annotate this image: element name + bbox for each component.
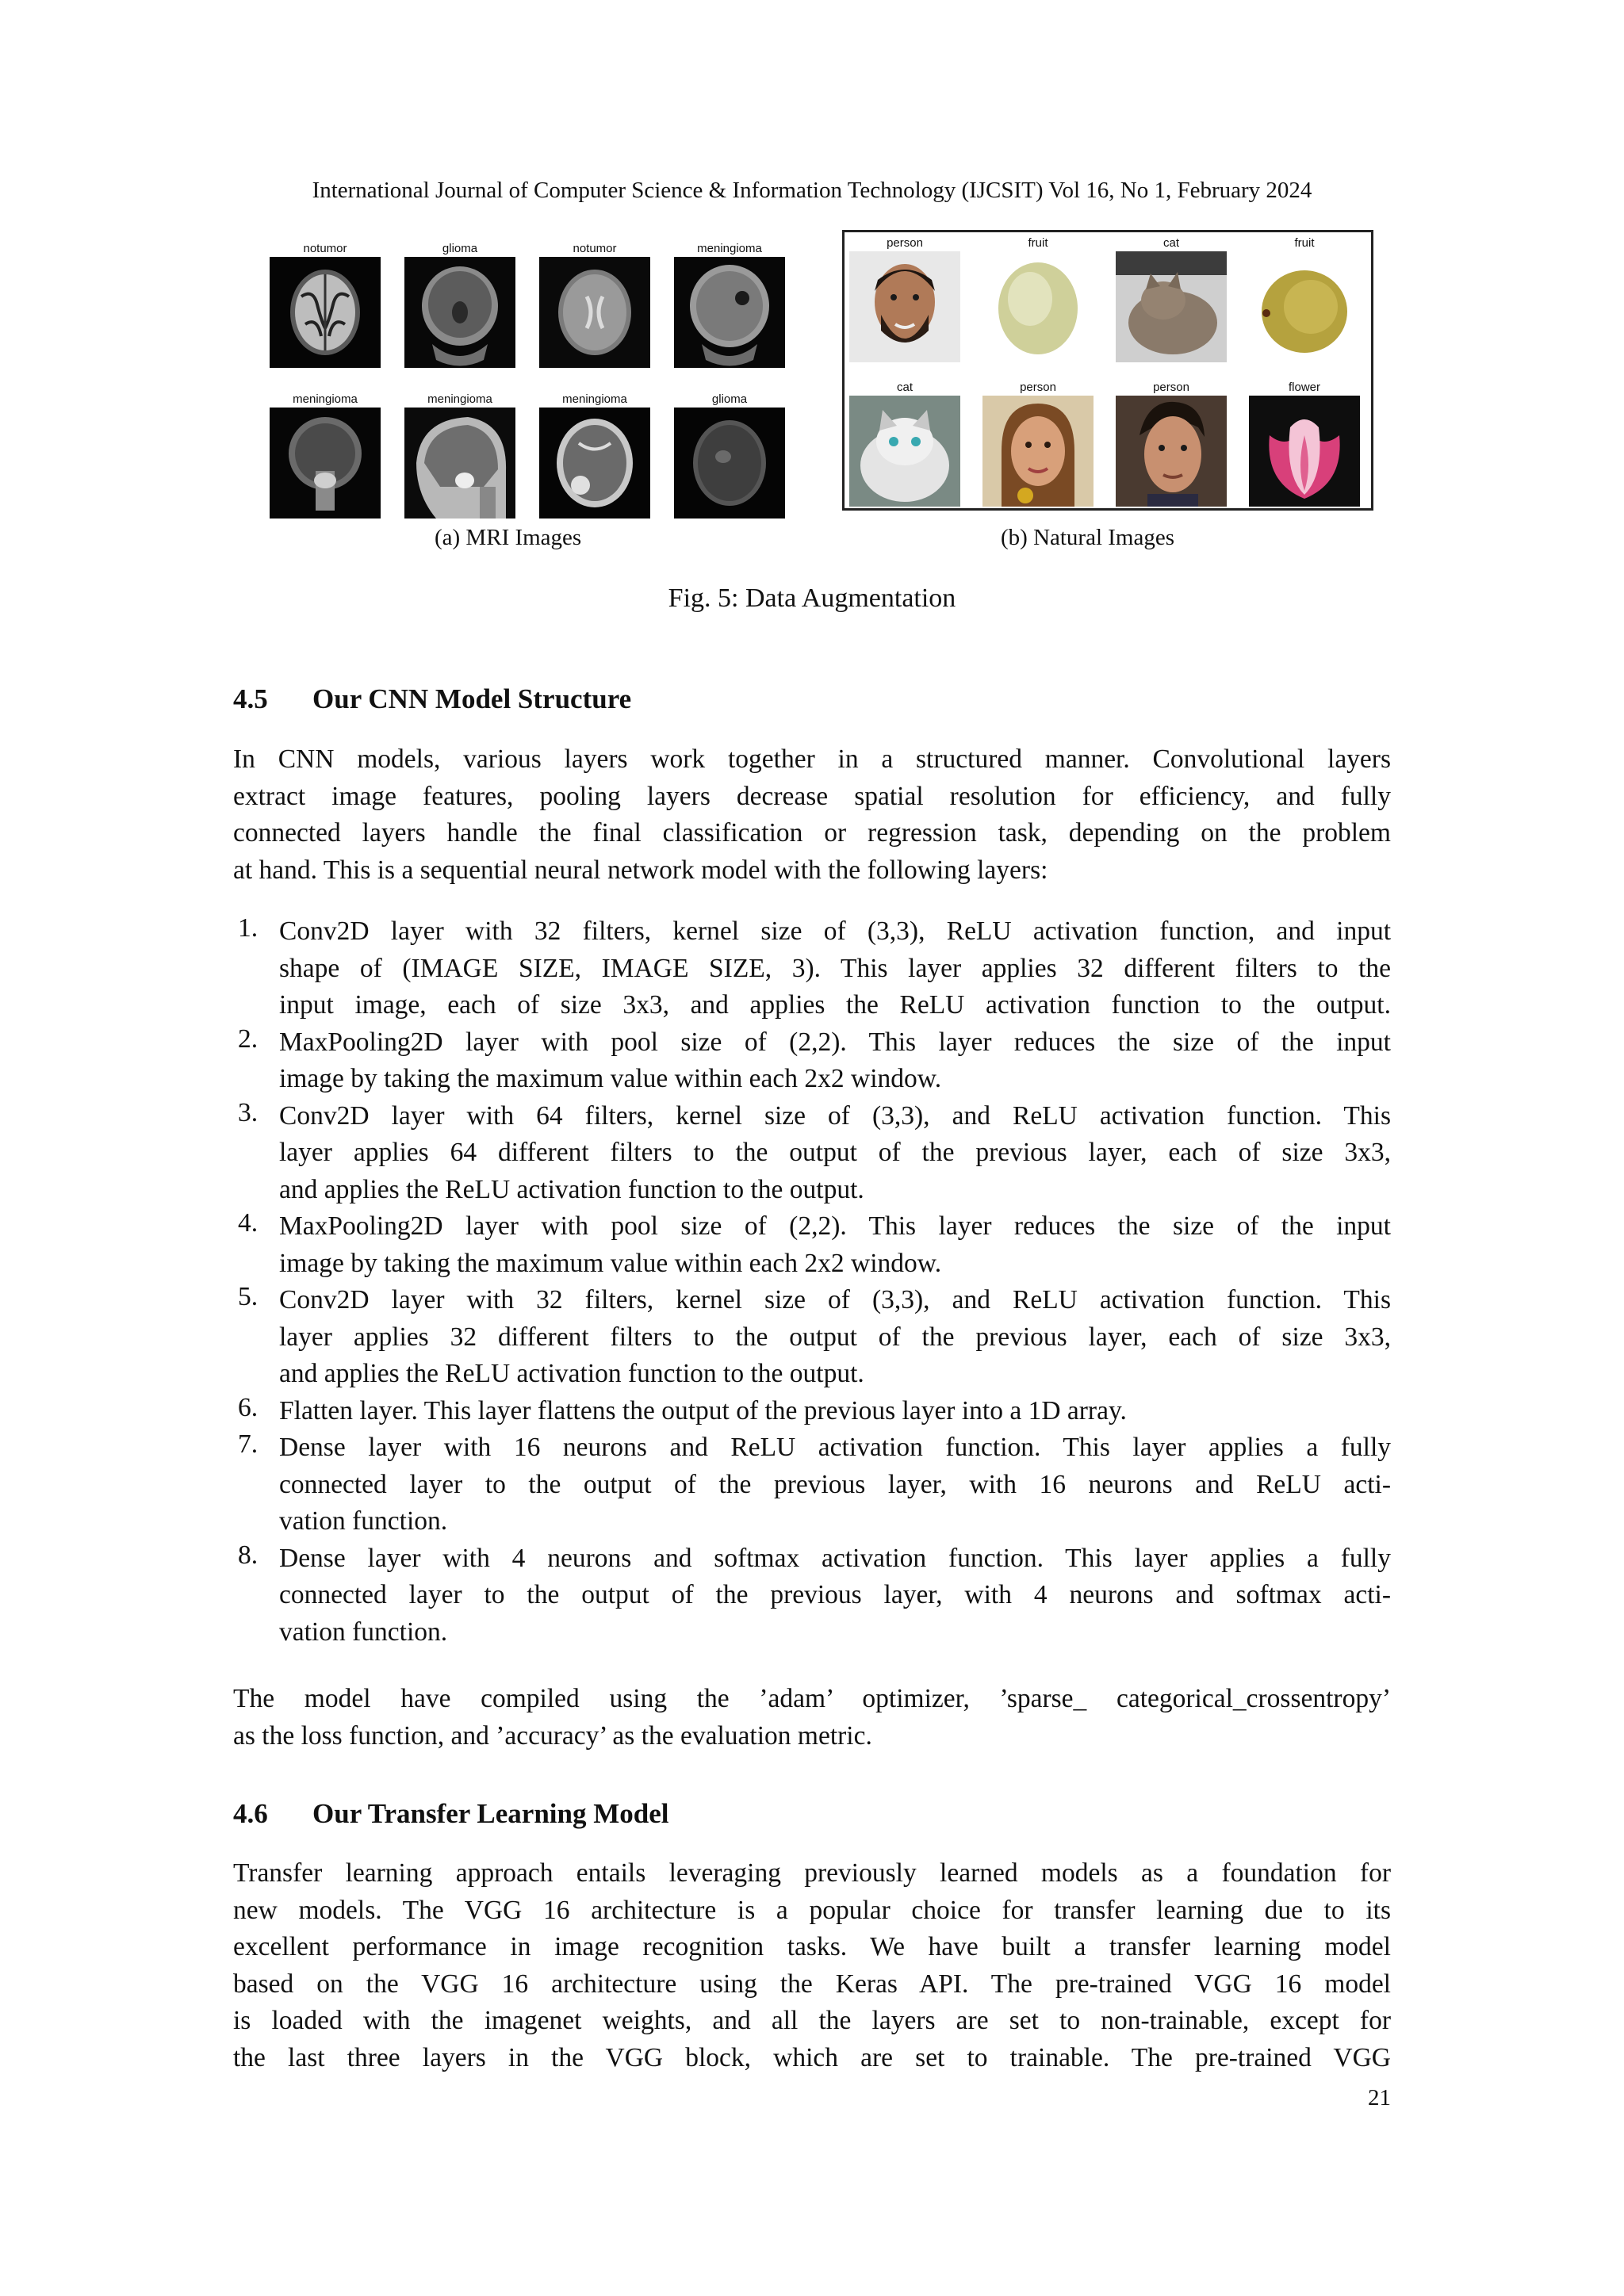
text-line: vation function. xyxy=(279,1617,448,1647)
text-line: extract image features, pooling layers decrease spatial resolution for efficiency, and fully xyxy=(233,781,1391,811)
natural-grid xyxy=(849,235,1360,507)
text-line: Flatten layer. This layer flattens the output of the previous layer into a 1D array. xyxy=(279,1395,1127,1425)
list-item xyxy=(233,1024,1391,1098)
cat-image xyxy=(1116,251,1227,362)
mri-cell xyxy=(674,392,785,519)
natural-cell xyxy=(849,235,960,362)
text-line: new models. The VGG 16 architecture is a popular choice for transfer learning due to its xyxy=(233,1895,1391,1925)
list-number: 2. xyxy=(238,1024,259,1054)
text-line: is loaded with the imagenet weights, and all the layers are set to non-trainable, except for xyxy=(233,2006,1391,2035)
running-header: International Journal of Computer Science & Information Technology (IJCSIT) Vol 16, No 1, February 2024 xyxy=(312,178,1312,203)
text-line: and applies the ReLU activation function to the output. xyxy=(279,1359,864,1388)
text-line: the last three layers in the VGG block, which are set to trainable. The pre-trained VGG xyxy=(233,2042,1391,2072)
mri-sagittal-head-image xyxy=(404,408,515,519)
mri-cell xyxy=(404,241,515,368)
text-line: and applies the ReLU activation function to the output. xyxy=(279,1174,864,1204)
natural-label: fruit xyxy=(1028,236,1048,250)
list-item xyxy=(233,1393,1391,1430)
mri-coronal-brain-image xyxy=(404,257,515,368)
text-line: at hand. This is a sequential neural network model with the following layers: xyxy=(233,855,1048,885)
tulip-flower-image xyxy=(1249,396,1360,507)
grape-fruit-image xyxy=(982,251,1094,362)
natural-cell xyxy=(1249,235,1360,362)
mri-label: glioma xyxy=(442,242,478,255)
list-item xyxy=(233,1429,1391,1540)
text-line: image by taking the maximum value within each 2x2 window. xyxy=(279,1064,942,1093)
layer-list xyxy=(233,913,1391,1651)
list-number: 4. xyxy=(238,1208,259,1238)
text-line: excellent performance in image recognition tasks. We have built a transfer learning model xyxy=(233,1932,1391,1961)
natural-cell xyxy=(1116,235,1227,362)
text-line: MaxPooling2D layer with pool size of (2,2). This layer reduces the size of the input xyxy=(279,1027,1391,1057)
text-line: input image, each of size 3x3, and applies the ReLU activation function to the output. xyxy=(279,990,1391,1020)
natural-label: cat xyxy=(1162,236,1179,250)
natural-label: person xyxy=(887,236,923,250)
text-line: shape of (IMAGE SIZE, IMAGE SIZE, 3). This layer applies 32 different filters to the xyxy=(279,953,1391,983)
text-line: layer applies 64 different filters to the output of the previous layer, each of size 3x3, xyxy=(279,1138,1391,1167)
text-line: as the loss function, and ’accuracy’ as the evaluation metric. xyxy=(233,1720,872,1751)
section-title: Our Transfer Learning Model xyxy=(312,1798,669,1829)
mri-label: meningioma xyxy=(293,392,358,406)
figure-caption: Fig. 5: Data Augmentation xyxy=(668,584,956,613)
mri-label: notumor xyxy=(573,242,617,255)
section-heading-4-6 xyxy=(233,1798,669,1830)
natural-label: fruit xyxy=(1294,236,1315,250)
text-line: Conv2D layer with 32 filters, kernel size of (3,3), ReLU activation function, and input xyxy=(279,916,1391,946)
text-line: Conv2D layer with 32 filters, kernel size of (3,3), and ReLU activation function. This xyxy=(279,1285,1391,1314)
text-line: connected layers handle the final classification or regression task, depending on the problem xyxy=(233,818,1391,848)
list-item xyxy=(233,913,1391,1024)
mri-cell xyxy=(404,392,515,519)
mri-cell xyxy=(674,241,785,368)
text-line: Conv2D layer with 64 filters, kernel size of (3,3), and ReLU activation function. This xyxy=(279,1100,1391,1131)
mri-label: meningioma xyxy=(697,242,762,255)
mri-cell xyxy=(539,392,650,519)
text-line: In CNN models, various layers work together in a structured manner. Convolutional layers xyxy=(233,744,1391,774)
page-number: 21 xyxy=(1368,2085,1391,2110)
text-line: connected layer to the output of the previous layer, with 16 neurons and ReLU acti- xyxy=(279,1469,1391,1499)
text-line: vation function. xyxy=(279,1506,448,1536)
subcaption-mri: (a) MRI Images xyxy=(435,525,582,550)
section-4-5-closing xyxy=(233,1681,1391,1755)
subcaption-natural: (b) Natural Images xyxy=(1001,525,1175,550)
kitten-image xyxy=(849,396,960,507)
text-line: layer applies 32 different filters to the output of the previous layer, each of size 3x3, xyxy=(279,1322,1391,1352)
text-line: The model have compiled using the ’adam’ optimizer, ’sparse_ categorical_crossentropy’ xyxy=(233,1684,1391,1713)
list-number: 6. xyxy=(238,1392,259,1422)
mri-cell xyxy=(270,392,381,519)
mri-axial-tumor-image xyxy=(539,408,650,519)
list-item xyxy=(233,1540,1391,1651)
mri-axial-dark-image xyxy=(674,408,785,519)
mri-label: meningioma xyxy=(562,392,627,406)
natural-label: cat xyxy=(896,381,913,394)
text-line: MaxPooling2D layer with pool size of (2,2). This layer reduces the size of the input xyxy=(279,1211,1391,1241)
mri-coronal-tumor-image xyxy=(674,257,785,368)
text-line: image by taking the maximum value within each 2x2 window. xyxy=(279,1248,942,1278)
mri-cell xyxy=(539,241,650,368)
section-number: 4.6 xyxy=(233,1798,268,1829)
natural-cell xyxy=(1249,380,1360,507)
natural-label: person xyxy=(1020,381,1056,394)
list-number: 7. xyxy=(238,1429,259,1459)
mri-axial-flair-image xyxy=(539,257,650,368)
mri-images-panel xyxy=(265,235,788,507)
list-number: 1. xyxy=(238,913,259,943)
mri-label: glioma xyxy=(711,392,748,406)
person-face-image xyxy=(1116,396,1227,507)
natural-cell xyxy=(849,380,960,507)
list-number: 8. xyxy=(238,1540,259,1570)
natural-cell xyxy=(1116,380,1227,507)
text-line: connected layer to the output of the previous layer, with 4 neurons and softmax acti- xyxy=(279,1580,1391,1609)
list-item xyxy=(233,1282,1391,1393)
person-face-image xyxy=(849,251,960,362)
mri-grid xyxy=(270,241,785,519)
mri-coronal-brain-image xyxy=(270,408,381,519)
section-4-5-intro xyxy=(233,741,1391,889)
section-title: Our CNN Model Structure xyxy=(312,683,632,714)
pear-fruit-image xyxy=(1249,251,1360,362)
text-line: based on the VGG 16 architecture using the Keras API. The pre-trained VGG 16 model xyxy=(233,1969,1391,1999)
mri-label: notumor xyxy=(303,242,347,255)
list-number: 5. xyxy=(238,1282,259,1311)
section-heading-4-5 xyxy=(233,683,631,715)
text-line: Dense layer with 4 neurons and softmax activation function. This layer applies a fully xyxy=(279,1543,1391,1573)
natural-label: flower xyxy=(1288,381,1320,394)
mri-label: meningioma xyxy=(427,392,492,406)
natural-cell xyxy=(982,235,1094,362)
natural-images-panel xyxy=(842,230,1373,511)
text-line: Transfer learning approach entails leveraging previously learned models as a foundation for xyxy=(233,1858,1391,1888)
mri-cell xyxy=(270,241,381,368)
text-line: Dense layer with 16 neurons and ReLU activation function. This layer applies a fully xyxy=(279,1433,1391,1462)
mri-axial-brain-image xyxy=(270,257,381,368)
list-item xyxy=(233,1208,1391,1282)
natural-cell xyxy=(982,380,1094,507)
list-item xyxy=(233,1098,1391,1209)
list-number: 3. xyxy=(238,1097,259,1127)
section-4-6-body xyxy=(233,1855,1391,2076)
natural-label: person xyxy=(1153,381,1189,394)
section-number: 4.5 xyxy=(233,683,268,714)
person-face-image xyxy=(982,396,1094,507)
